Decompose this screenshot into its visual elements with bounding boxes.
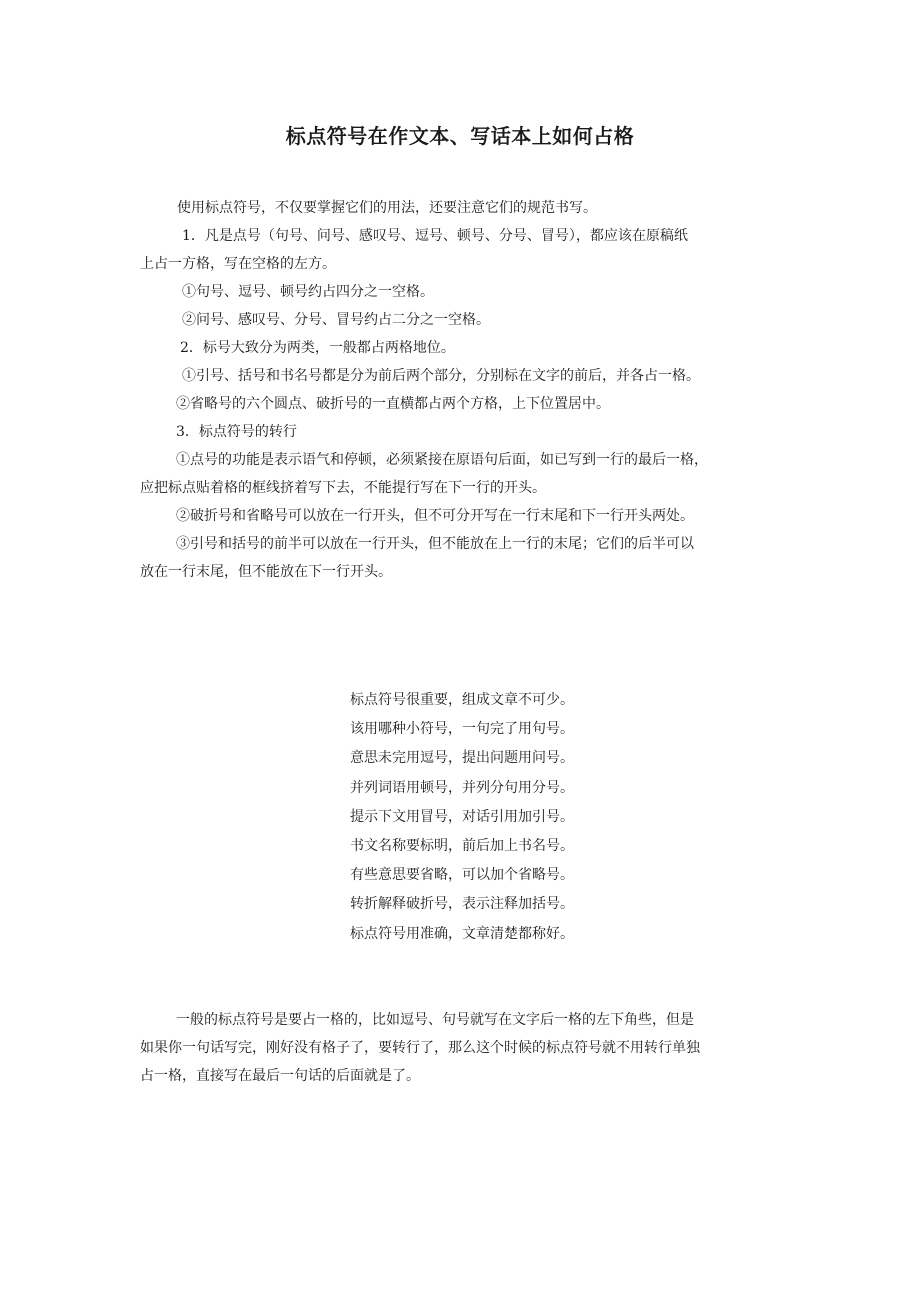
rule-1-line-2: 上占一方格，写在空格的左方。 xyxy=(140,256,336,272)
punctuation-rhyme xyxy=(350,686,574,949)
rule-1-item-a: ①句号、逗号、顿号约占四分之一空格。 xyxy=(182,284,434,300)
rhyme-line: 该用哪种小符号，一句完了用句号。 xyxy=(350,721,574,738)
rhyme-line: 书文名称要标明，前后加上书名号。 xyxy=(350,838,574,855)
rule-2-item-b: ②省略号的六个圆点、破折号的一直横都占两个方格，上下位置居中。 xyxy=(176,396,610,412)
rhyme-line: 有些意思要省略，可以加个省略号。 xyxy=(350,867,574,884)
rule-3-item-a-line-1: ①点号的功能是表示语气和停顿，必须紧接在原语句后面，如已写到一行的最后一格， xyxy=(176,452,708,468)
rule-3: 3．标点符号的转行 xyxy=(176,424,297,440)
rule-1-item-b: ②问号、感叹号、分号、冒号约占二分之一空格。 xyxy=(182,312,490,328)
document-title: 标点符号在作文本、写话本上如何占格 xyxy=(285,124,635,148)
rhyme-line: 提示下文用冒号，对话引用加引号。 xyxy=(350,808,574,825)
rule-2-item-a: ①引号、括号和书名号都是分为前后两个部分，分别标在文字的前后，并各占一格。 xyxy=(182,368,700,384)
closing-line-2: 如果你一句话写完，刚好没有格子了，要转行了，那么这个时候的标点符号就不用转行单独 xyxy=(140,1040,700,1056)
closing-line-1: 一般的标点符号是要占一格的，比如逗号、句号就写在文字后一格的左下角些，但是 xyxy=(176,1012,694,1028)
closing-section xyxy=(140,1006,780,1090)
rhyme-line: 标点符号很重要，组成文章不可少。 xyxy=(350,692,574,708)
rhyme-line: 并列词语用顿号，并列分句用分号。 xyxy=(350,779,574,796)
rhyme-line: 标点符号用准确，文章清楚都称好。 xyxy=(350,925,574,942)
rule-3-item-b: ②破折号和省略号可以放在一行开头，但不可分开写在一行末尾和下一行开头两处。 xyxy=(176,508,694,524)
rule-1-line-1: 1．凡是点号（句号、问号、感叹号、逗号、顿号、分号、冒号），都应该在原稿纸 xyxy=(182,228,688,244)
intro-paragraph: 使用标点符号，不仅要掌握它们的用法，还要注意它们的规范书写。 xyxy=(177,200,597,216)
rule-3-item-a-line-2: 应把标点贴着格的框线挤着写下去，不能提行写在下一行的开头。 xyxy=(140,480,546,496)
rule-2: 2．标号大致分为两类，一般都占两格地位。 xyxy=(180,340,455,356)
closing-line-3: 占一格，直接写在最后一句话的后面就是了。 xyxy=(140,1068,420,1084)
rule-3-item-c-line-1: ③引号和括号的前半可以放在一行开头，但不能放在上一行的末尾；它们的后半可以 xyxy=(176,536,694,552)
rule-3-item-c-line-2: 放在一行末尾，但不能放在下一行开头。 xyxy=(140,564,392,580)
rhyme-line: 转折解释破折号，表示注释加括号。 xyxy=(350,896,574,913)
rhyme-line: 意思未完用逗号，提出问题用问号。 xyxy=(350,750,574,767)
intro-section xyxy=(140,194,780,586)
